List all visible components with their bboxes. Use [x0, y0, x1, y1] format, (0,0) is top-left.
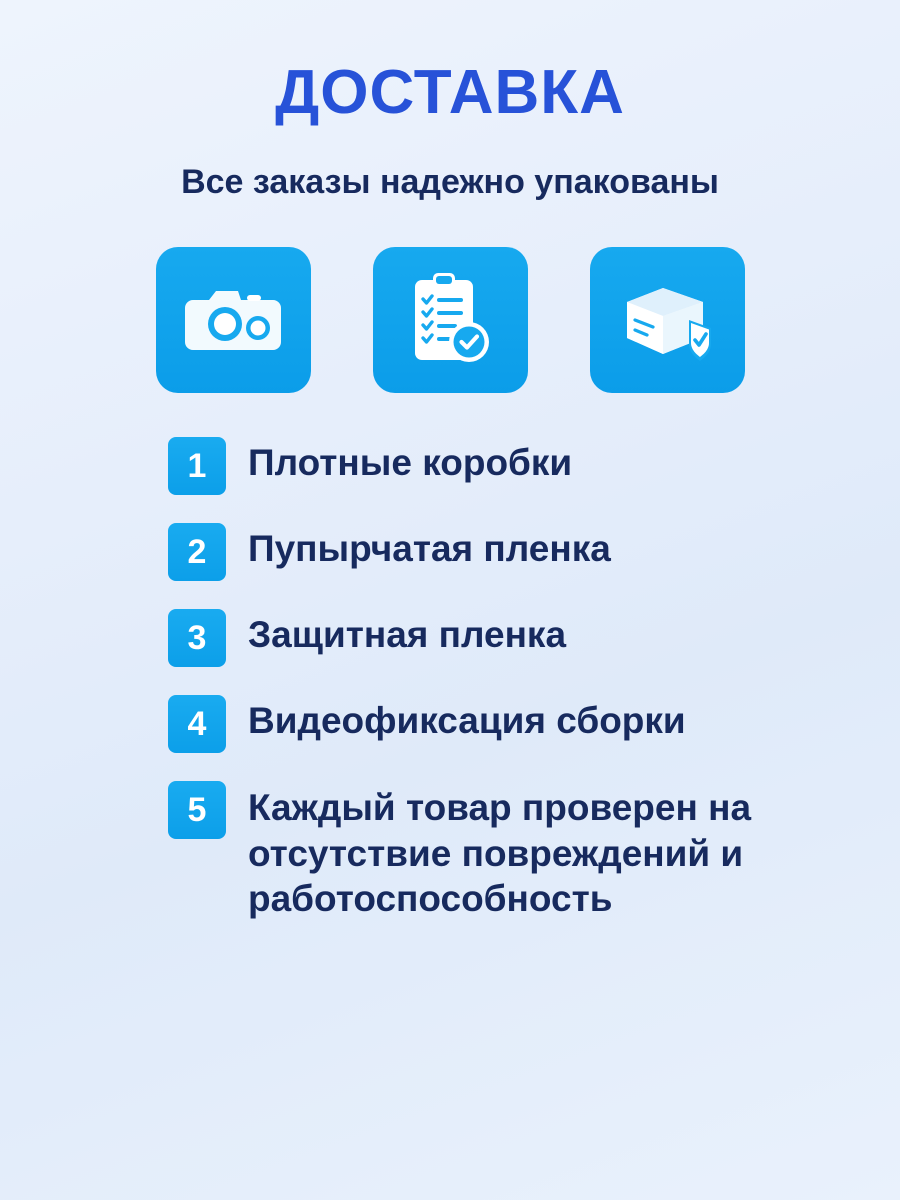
list-item-label: Защитная пленка: [248, 614, 567, 656]
checklist-icon-tile: [373, 247, 528, 393]
packaging-features-list: [70, 437, 830, 920]
protected-box-icon: [617, 276, 717, 364]
list-item-label: Плотные коробки: [248, 442, 573, 484]
list-item-number: 5: [168, 781, 226, 839]
page-title: ДОСТАВКА: [275, 58, 625, 127]
list-item-number: 1: [168, 437, 226, 495]
list-item-number: 3: [168, 609, 226, 667]
list-item-label: Пупырчатая пленка: [248, 528, 611, 570]
camera-icon: [185, 282, 281, 358]
list-item-number: 2: [168, 523, 226, 581]
icon-row: [156, 247, 745, 393]
list-item: [168, 695, 830, 753]
list-item-label: Каждый товар проверен на отсутствие повреждений и работоспособность: [248, 787, 752, 919]
list-item: [168, 781, 830, 920]
camera-icon-tile: [156, 247, 311, 393]
list-item-number: 4: [168, 695, 226, 753]
protected-box-icon-tile: [590, 247, 745, 393]
list-item-label: Видеофиксация сборки: [248, 700, 686, 742]
page-subtitle: Все заказы надежно упакованы: [181, 163, 719, 201]
list-item: [168, 437, 830, 495]
list-item: [168, 609, 830, 667]
checklist-icon: [407, 270, 493, 370]
list-item: [168, 523, 830, 581]
